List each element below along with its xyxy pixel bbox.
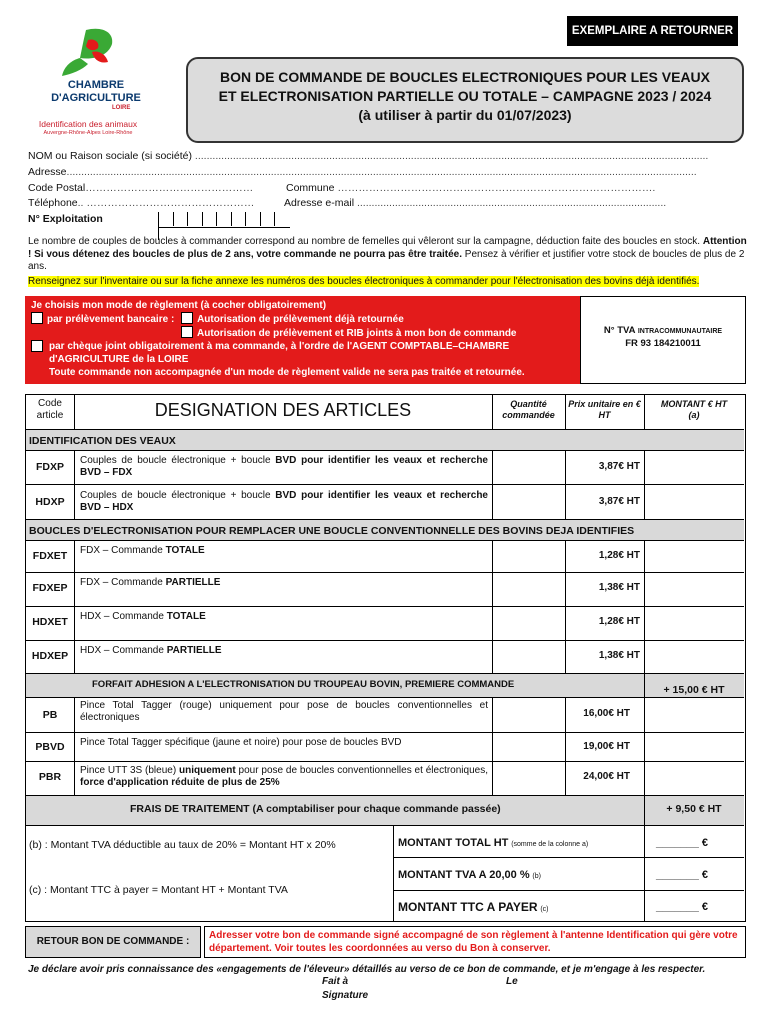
email-field[interactable]: Adresse e-mail .......................................................................................................... [284, 197, 667, 209]
phone-label: Téléphone [28, 197, 78, 209]
qty-hdxp-input[interactable] [494, 486, 563, 516]
phone-field[interactable]: Téléphone.. ………………………………………… [28, 197, 255, 209]
postal-code-field[interactable]: Code Postal………………………………………… [28, 182, 254, 194]
title-line-1: BON DE COMMANDE DE BOUCLES ELECTRONIQUES POUR LES VEAUX [219, 69, 711, 85]
service-region: Auvergne-Rhône-Alpes Loire-Rhône [43, 130, 133, 136]
desc-pbvd: Pince Total Tagger spécifique (jaune et noire) pour pose de boucles BVD [80, 737, 402, 748]
order-table [25, 394, 746, 922]
price-hdxep: 1,38€ HT [598, 650, 640, 661]
header-quantity: Quantité commandée [502, 399, 555, 420]
header-amount: MONTANT € HT (a) [660, 399, 728, 420]
address-label: Adresse [28, 166, 67, 178]
note-ttc: (c) : Montant TTC à payer = Montant HT + Montant TVA [29, 884, 288, 896]
name-field[interactable]: NOM ou Raison sociale (si société) ................................................................................................................................................................................ [28, 150, 709, 162]
code-fdxep: FDXEP [32, 582, 68, 594]
desc-pbr: Pince UTT 3S (bleue) uniquement pour pose de boucles conventionnelles et électroniques, force d'application réduite de plus de 25% [80, 765, 488, 788]
intro-paragraph [28, 236, 748, 274]
logo-line-2: D'AGRICULTURE [51, 92, 141, 104]
exploitation-label: N° Exploitation [28, 213, 103, 225]
total-ttc-label: MONTANT TTC A PAYER (c) [398, 900, 549, 914]
total-tva-value[interactable]: _______ € [656, 869, 708, 881]
vat-number-box [580, 296, 746, 384]
total-tva-label: MONTANT TVA A 20,00 % (b) [398, 869, 541, 881]
vat-label: N° TVA [603, 325, 636, 336]
payment-heading: Je choisis mon mode de règlement (à cocher obligatoirement) [31, 300, 327, 311]
price-fdxp: 3,87€ HT [598, 461, 640, 472]
qty-fdxp-input[interactable] [494, 452, 563, 482]
note-vat: (b) : Montant TVA déductible au taux de 20% = Montant HT x 20% [29, 839, 336, 851]
logo-line-3: LOIRE [112, 105, 131, 111]
debit-authorized-checkbox[interactable] [181, 312, 193, 324]
direct-debit-checkbox[interactable] [31, 312, 43, 324]
code-pbr: PBR [38, 771, 62, 783]
address-field[interactable]: Adresse........................................................................................................................................................................................................................ [28, 166, 697, 178]
payment-method-box [25, 296, 580, 384]
desc-fdxep: FDX – Commande PARTIELLE [80, 577, 221, 588]
header-designation: DESIGNATION DES ARTICLES [154, 400, 412, 420]
desc-hdxep: HDX – Commande PARTIELLE [80, 645, 222, 656]
logo-line-1: CHAMBRE [67, 79, 125, 91]
code-hdxep: HDXEP [31, 650, 69, 662]
return-label: RETOUR BON DE COMMANDE : [25, 926, 201, 958]
price-pbr: 24,00€ HT [583, 771, 630, 782]
header-unit-price: Prix unitaire en € HT [568, 399, 641, 420]
code-hdxet: HDXET [32, 616, 68, 628]
vat-number: FR 93 184210011 [625, 338, 701, 349]
document-title [186, 57, 744, 143]
direct-debit-label: par prélèvement bancaire : [47, 314, 175, 325]
exploitation-number-input[interactable] [158, 212, 290, 228]
desc-pb: Pince Total Tagger (rouge) uniquement pour pose de boucles conventionnelles et électroniques [80, 700, 488, 723]
section-electronisation: BOUCLES D'ELECTRONISATION POUR REMPLACER UNE BOUCLE CONVENTIONNELLE DES BOVINS DEJA IDENTIFIES [29, 525, 635, 537]
price-hdxp: 3,87€ HT [598, 496, 640, 507]
desc-hdxp: Couples de boucle électronique + boucle BVD pour identifier les veaux et recherche BVD – HDX [80, 490, 488, 513]
inventory-note [28, 276, 748, 289]
return-instructions: Adresser votre bon de commande signé accompagné de son règlement à l'antenne Identification qui gère votre département. Voir toutes les coordonnées au verso du Bon à conserver. [204, 926, 746, 958]
payment-warning: Toute commande non accompagnée d'un mode de règlement valide ne sera pas traitée et retournée. [49, 367, 525, 378]
intro-warning: Attention ! Si vous détenez des boucles de plus de 2 ans, votre commande ne pourra pas être traitée. [28, 236, 747, 260]
intro-text-1: Le nombre de couples de boucles à commander correspond au nombre de femelles qui vêleront sur la campagne, déduction faite des boucles en stock. [28, 236, 701, 247]
commune-label: Commune [286, 182, 335, 194]
total-ttc-value[interactable]: _______ € [656, 901, 708, 913]
price-fdxet: 1,28€ HT [598, 550, 640, 561]
code-pb: PB [42, 709, 58, 721]
debit-authorized-label: Autorisation de prélèvement déjà retournée [197, 314, 404, 325]
total-ht-value[interactable]: _______ € [656, 837, 708, 849]
price-fdxep: 1,38€ HT [598, 582, 640, 593]
cheque-checkbox[interactable] [31, 340, 43, 352]
debit-rib-checkbox[interactable] [181, 326, 193, 338]
amount-fdxp-input[interactable] [646, 452, 742, 482]
debit-rib-label: Autorisation de prélèvement et RIB joints à mon bon de commande [197, 328, 517, 339]
price-hdxet: 1,28€ HT [598, 616, 640, 627]
email-label: Adresse e-mail [284, 197, 355, 209]
price-pbvd: 19,00€ HT [583, 741, 630, 752]
service-name: Identification des animaux [38, 119, 138, 129]
code-fdxp: FDXP [35, 461, 64, 473]
total-ht-label: MONTANT TOTAL HT (somme de la colonne a) [398, 837, 589, 849]
title-line-3: (à utiliser à partir du 01/07/2023) [358, 107, 572, 123]
declaration: Je déclare avoir pris connaissance des «engagements de l'éleveur» détaillés au verso de ce bon de commande, et je m'engage à les respecter. [28, 964, 706, 975]
header-code: Code article [36, 398, 64, 421]
code-fdxet: FDXET [32, 550, 68, 562]
price-pb: 16,00€ HT [583, 708, 630, 719]
intro-text-2: Pensez à vérifier et justifier votre stock de boucles de plus de 2 ans. [28, 248, 745, 272]
section-calf-identification: IDENTIFICATION DES VEAUX [29, 435, 176, 447]
desc-fdxp: Couples de boucle électronique + boucle BVD pour identifier les veaux et recherche BVD – FDX [80, 455, 488, 478]
amount-hdxp-input[interactable] [646, 486, 742, 516]
signature-label: Signature [322, 990, 369, 1001]
copy-stamp: EXEMPLAIRE A RETOURNER [567, 16, 738, 46]
desc-fdxet: FDX – Commande TOTALE [80, 545, 205, 556]
forfait-label: FORFAIT ADHESION A L'ELECTRONISATION DU TROUPEAU BOVIN, PREMIERE COMMANDE [92, 679, 515, 690]
title-line-2: ET ELECTRONISATION PARTIELLE OU TOTALE – CAMPAGNE 2023 / 2024 [218, 88, 712, 104]
done-at-label: Fait à [322, 976, 349, 987]
inventory-note-text: Renseignez sur l'inventaire ou sur la fiche annexe les numéros des boucles électroniques à commander pour l'électronisation des bovins déjà identifiés. [28, 276, 700, 287]
commune-field[interactable]: Commune ………………………………………………………………………………. [286, 182, 656, 194]
vat-label-small: INTRACOMMUNAUTAIRE [637, 328, 723, 335]
leaf-icon [28, 26, 148, 82]
date-label: Le [506, 976, 518, 987]
code-pbvd: PBVD [35, 741, 65, 753]
desc-hdxet: HDX – Commande TOTALE [80, 611, 206, 622]
code-hdxp: HDXP [35, 496, 65, 508]
postal-label: Code Postal [28, 182, 86, 194]
fees-label: FRAIS DE TRAITEMENT (A comptabiliser pour chaque commande passée) [130, 803, 501, 815]
cheque-label: par chèque joint obligatoirement à ma commande, à l'ordre de l'AGENT COMPTABLE–CHAMBRE d'AGRICULTURE de la LOIRE [49, 341, 510, 365]
chambre-agriculture-logo [28, 26, 148, 136]
name-label: NOM ou Raison sociale (si société) [28, 150, 192, 162]
forfait-amount: + 15,00 € HT [663, 684, 725, 696]
fees-amount: + 9,50 € HT [666, 803, 722, 815]
